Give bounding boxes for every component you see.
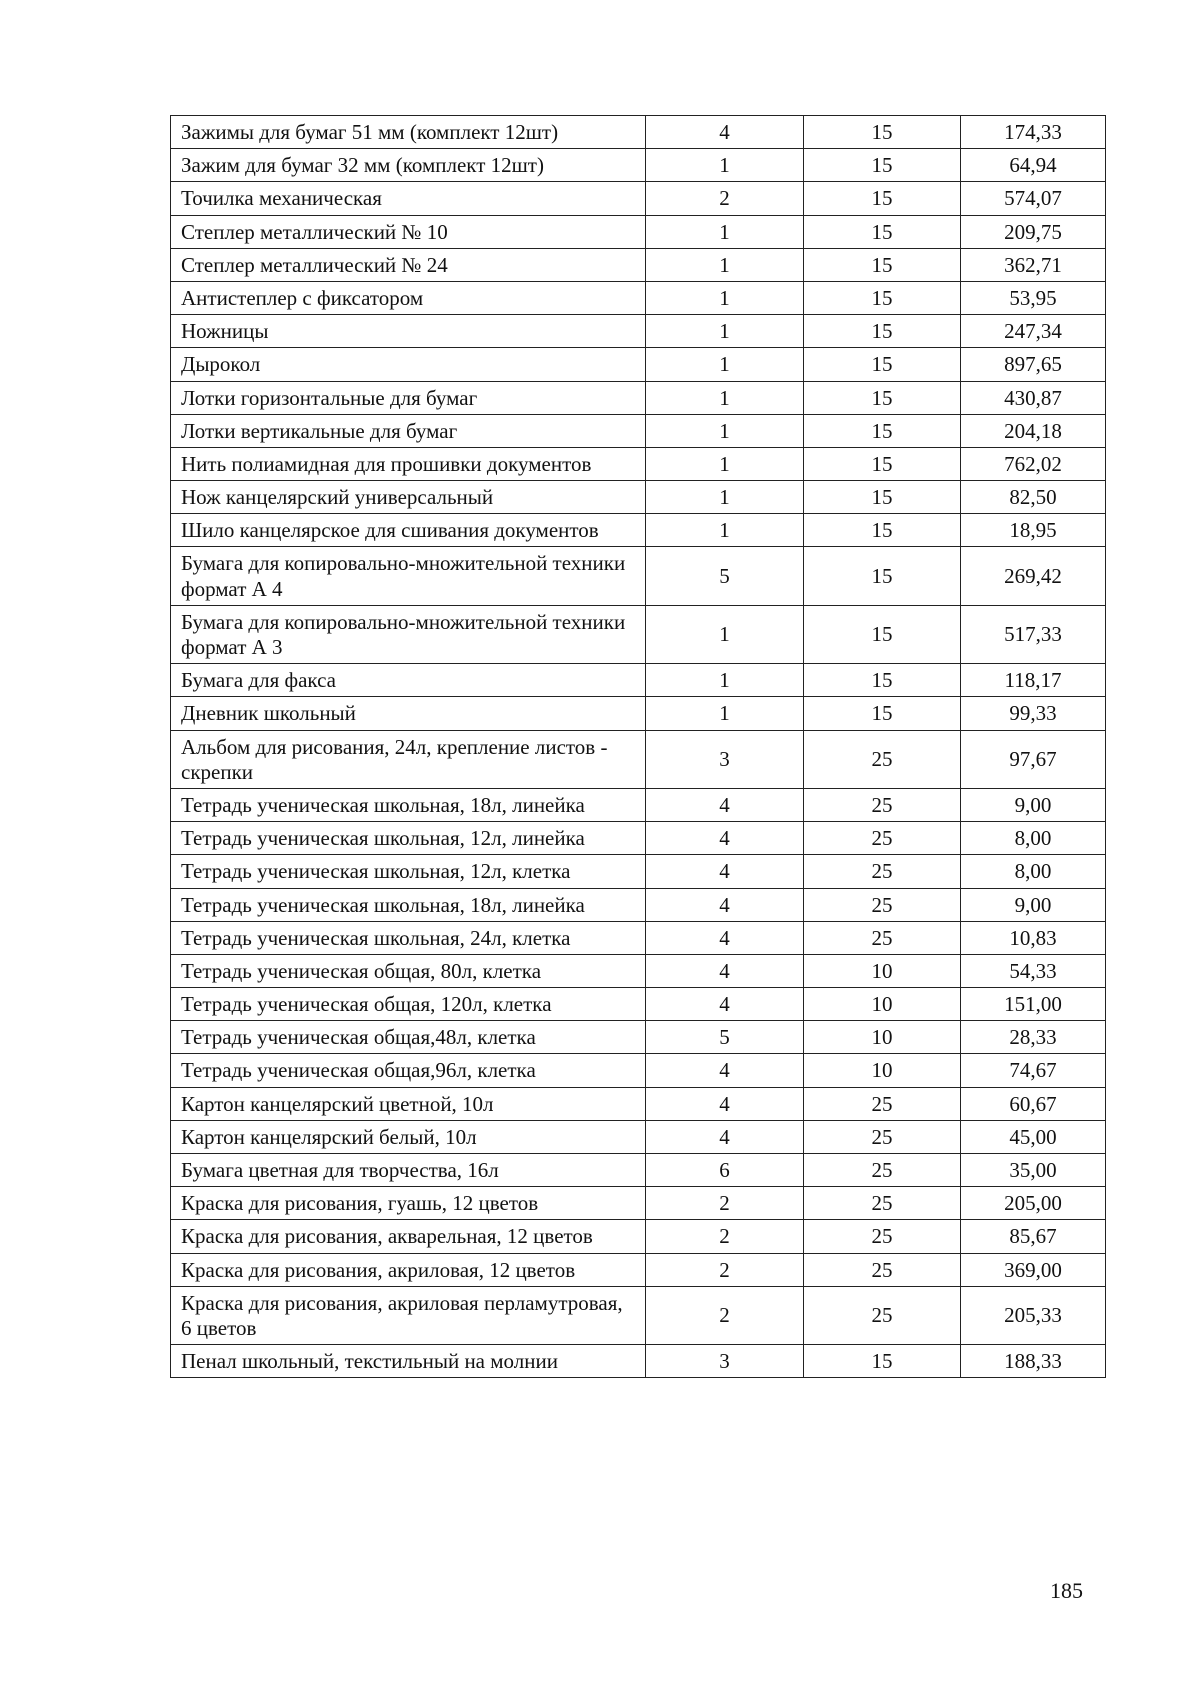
table-row: [171, 988, 1106, 1021]
item-name-cell: Тетрадь ученическая общая,48л, клетка: [171, 1021, 646, 1054]
price-cell: 174,33: [961, 116, 1106, 149]
price-cell: 82,50: [961, 481, 1106, 514]
quantity-cell: 4: [646, 855, 804, 888]
term-cell: 15: [804, 514, 961, 547]
table-row: [171, 182, 1106, 215]
term-cell: 25: [804, 1286, 961, 1344]
quantity-cell: 2: [646, 1253, 804, 1286]
price-cell: 118,17: [961, 664, 1106, 697]
term-cell: 25: [804, 1220, 961, 1253]
item-name-cell: Лотки горизонтальные для бумаг: [171, 381, 646, 414]
price-cell: 205,00: [961, 1187, 1106, 1220]
item-name-cell: Степлер металлический № 24: [171, 248, 646, 281]
quantity-cell: 4: [646, 116, 804, 149]
term-cell: 25: [804, 788, 961, 821]
quantity-cell: 1: [646, 447, 804, 480]
term-cell: 15: [804, 664, 961, 697]
item-name-cell: Краска для рисования, акриловая перламутровая, 6 цветов: [171, 1286, 646, 1344]
table-row: [171, 1054, 1106, 1087]
term-cell: 15: [804, 315, 961, 348]
term-cell: 25: [804, 888, 961, 921]
price-cell: 209,75: [961, 215, 1106, 248]
price-cell: 362,71: [961, 248, 1106, 281]
table-row: [171, 1187, 1106, 1220]
item-name-cell: Антистеплер с фиксатором: [171, 281, 646, 314]
quantity-cell: 1: [646, 605, 804, 663]
item-name-cell: Тетрадь ученическая школьная, 18л, линейка: [171, 788, 646, 821]
table-row: [171, 281, 1106, 314]
quantity-cell: 6: [646, 1154, 804, 1187]
quantity-cell: 1: [646, 348, 804, 381]
item-name-cell: Нить полиамидная для прошивки документов: [171, 447, 646, 480]
item-name-cell: Бумага цветная для творчества, 16л: [171, 1154, 646, 1187]
quantity-cell: 1: [646, 281, 804, 314]
quantity-cell: 4: [646, 788, 804, 821]
table-row: [171, 414, 1106, 447]
term-cell: 25: [804, 1253, 961, 1286]
price-cell: 517,33: [961, 605, 1106, 663]
term-cell: 10: [804, 1054, 961, 1087]
term-cell: 25: [804, 1120, 961, 1153]
supplies-table: [170, 115, 1106, 1378]
quantity-cell: 1: [646, 215, 804, 248]
quantity-cell: 4: [646, 1054, 804, 1087]
price-cell: 8,00: [961, 822, 1106, 855]
price-cell: 74,67: [961, 1054, 1106, 1087]
term-cell: 25: [804, 822, 961, 855]
item-name-cell: Точилка механическая: [171, 182, 646, 215]
quantity-cell: 1: [646, 248, 804, 281]
quantity-cell: 1: [646, 414, 804, 447]
quantity-cell: 1: [646, 381, 804, 414]
table-row: [171, 1087, 1106, 1120]
term-cell: 15: [804, 116, 961, 149]
quantity-cell: 4: [646, 954, 804, 987]
term-cell: 25: [804, 1187, 961, 1220]
term-cell: 25: [804, 1087, 961, 1120]
price-cell: 53,95: [961, 281, 1106, 314]
table-row: [171, 1120, 1106, 1153]
price-cell: 64,94: [961, 149, 1106, 182]
price-cell: 45,00: [961, 1120, 1106, 1153]
term-cell: 15: [804, 182, 961, 215]
table-row: [171, 149, 1106, 182]
item-name-cell: Зажимы для бумаг 51 мм (комплект 12шт): [171, 116, 646, 149]
quantity-cell: 3: [646, 1345, 804, 1378]
price-cell: 9,00: [961, 788, 1106, 821]
table-row: [171, 381, 1106, 414]
term-cell: 25: [804, 855, 961, 888]
table-row: [171, 605, 1106, 663]
item-name-cell: Тетрадь ученическая школьная, 24л, клетка: [171, 921, 646, 954]
term-cell: 25: [804, 730, 961, 788]
term-cell: 10: [804, 1021, 961, 1054]
quantity-cell: 1: [646, 664, 804, 697]
table-row: [171, 788, 1106, 821]
item-name-cell: Краска для рисования, акриловая, 12 цветов: [171, 1253, 646, 1286]
item-name-cell: Дневник школьный: [171, 697, 646, 730]
price-cell: 151,00: [961, 988, 1106, 1021]
quantity-cell: 1: [646, 149, 804, 182]
price-cell: 430,87: [961, 381, 1106, 414]
table-row: [171, 248, 1106, 281]
item-name-cell: Тетрадь ученическая школьная, 18л, линейка: [171, 888, 646, 921]
price-cell: 10,83: [961, 921, 1106, 954]
term-cell: 25: [804, 1154, 961, 1187]
item-name-cell: Альбом для рисования, 24л, крепление листов - скрепки: [171, 730, 646, 788]
price-cell: 8,00: [961, 855, 1106, 888]
price-cell: 99,33: [961, 697, 1106, 730]
quantity-cell: 1: [646, 315, 804, 348]
table-row: [171, 822, 1106, 855]
item-name-cell: Дырокол: [171, 348, 646, 381]
quantity-cell: 2: [646, 1286, 804, 1344]
table-row: [171, 547, 1106, 605]
table-row: [171, 1021, 1106, 1054]
quantity-cell: 4: [646, 888, 804, 921]
quantity-cell: 2: [646, 1220, 804, 1253]
term-cell: 10: [804, 988, 961, 1021]
term-cell: 15: [804, 215, 961, 248]
item-name-cell: Тетрадь ученическая общая,96л, клетка: [171, 1054, 646, 1087]
price-cell: 204,18: [961, 414, 1106, 447]
term-cell: 10: [804, 954, 961, 987]
quantity-cell: 5: [646, 1021, 804, 1054]
price-cell: 369,00: [961, 1253, 1106, 1286]
term-cell: 15: [804, 381, 961, 414]
quantity-cell: 4: [646, 1120, 804, 1153]
quantity-cell: 4: [646, 988, 804, 1021]
quantity-cell: 4: [646, 1087, 804, 1120]
price-cell: 18,95: [961, 514, 1106, 547]
item-name-cell: Бумага для копировально-множительной техники формат А 4: [171, 547, 646, 605]
table-row: [171, 921, 1106, 954]
table-row: [171, 954, 1106, 987]
supplies-table-body: [171, 116, 1106, 1378]
price-cell: 60,67: [961, 1087, 1106, 1120]
table-row: [171, 116, 1106, 149]
price-cell: 205,33: [961, 1286, 1106, 1344]
term-cell: 15: [804, 149, 961, 182]
table-row: [171, 664, 1106, 697]
item-name-cell: Лотки вертикальные для бумаг: [171, 414, 646, 447]
term-cell: 15: [804, 447, 961, 480]
quantity-cell: 5: [646, 547, 804, 605]
term-cell: 15: [804, 605, 961, 663]
price-cell: 97,67: [961, 730, 1106, 788]
item-name-cell: Краска для рисования, гуашь, 12 цветов: [171, 1187, 646, 1220]
price-cell: 28,33: [961, 1021, 1106, 1054]
quantity-cell: 1: [646, 697, 804, 730]
item-name-cell: Ножницы: [171, 315, 646, 348]
table-row: [171, 697, 1106, 730]
price-cell: 188,33: [961, 1345, 1106, 1378]
quantity-cell: 1: [646, 514, 804, 547]
price-cell: 54,33: [961, 954, 1106, 987]
item-name-cell: Тетрадь ученическая общая, 80л, клетка: [171, 954, 646, 987]
item-name-cell: Картон канцелярский белый, 10л: [171, 1120, 646, 1153]
table-row: [171, 1220, 1106, 1253]
item-name-cell: Тетрадь ученическая школьная, 12л, клетка: [171, 855, 646, 888]
table-row: [171, 1154, 1106, 1187]
term-cell: 15: [804, 414, 961, 447]
quantity-cell: 4: [646, 921, 804, 954]
quantity-cell: 4: [646, 822, 804, 855]
price-cell: 9,00: [961, 888, 1106, 921]
quantity-cell: 2: [646, 1187, 804, 1220]
term-cell: 15: [804, 481, 961, 514]
table-row: [171, 1286, 1106, 1344]
item-name-cell: Тетрадь ученическая школьная, 12л, линейка: [171, 822, 646, 855]
table-row: [171, 730, 1106, 788]
price-cell: 247,34: [961, 315, 1106, 348]
table-row: [171, 447, 1106, 480]
table-row: [171, 514, 1106, 547]
table-row: [171, 215, 1106, 248]
item-name-cell: Степлер металлический № 10: [171, 215, 646, 248]
quantity-cell: 2: [646, 182, 804, 215]
item-name-cell: Бумага для копировально-множительной техники формат А 3: [171, 605, 646, 663]
term-cell: 15: [804, 281, 961, 314]
price-cell: 85,67: [961, 1220, 1106, 1253]
term-cell: 15: [804, 348, 961, 381]
item-name-cell: Зажим для бумаг 32 мм (комплект 12шт): [171, 149, 646, 182]
table-row: [171, 1345, 1106, 1378]
price-cell: 574,07: [961, 182, 1106, 215]
term-cell: 15: [804, 1345, 961, 1378]
table-row: [171, 888, 1106, 921]
item-name-cell: Картон канцелярский цветной, 10л: [171, 1087, 646, 1120]
item-name-cell: Тетрадь ученическая общая, 120л, клетка: [171, 988, 646, 1021]
quantity-cell: 1: [646, 481, 804, 514]
term-cell: 15: [804, 547, 961, 605]
table-row: [171, 348, 1106, 381]
page-number: 185: [1050, 1578, 1083, 1603]
item-name-cell: Пенал школьный, текстильный на молнии: [171, 1345, 646, 1378]
item-name-cell: Краска для рисования, акварельная, 12 цветов: [171, 1220, 646, 1253]
table-row: [171, 481, 1106, 514]
term-cell: 15: [804, 248, 961, 281]
table-row: [171, 315, 1106, 348]
price-cell: 762,02: [961, 447, 1106, 480]
price-cell: 269,42: [961, 547, 1106, 605]
price-cell: 897,65: [961, 348, 1106, 381]
item-name-cell: Шило канцелярское для сшивания документов: [171, 514, 646, 547]
term-cell: 25: [804, 921, 961, 954]
table-row: [171, 855, 1106, 888]
table-row: [171, 1253, 1106, 1286]
item-name-cell: Бумага для факса: [171, 664, 646, 697]
quantity-cell: 3: [646, 730, 804, 788]
item-name-cell: Нож канцелярский универсальный: [171, 481, 646, 514]
term-cell: 15: [804, 697, 961, 730]
price-cell: 35,00: [961, 1154, 1106, 1187]
